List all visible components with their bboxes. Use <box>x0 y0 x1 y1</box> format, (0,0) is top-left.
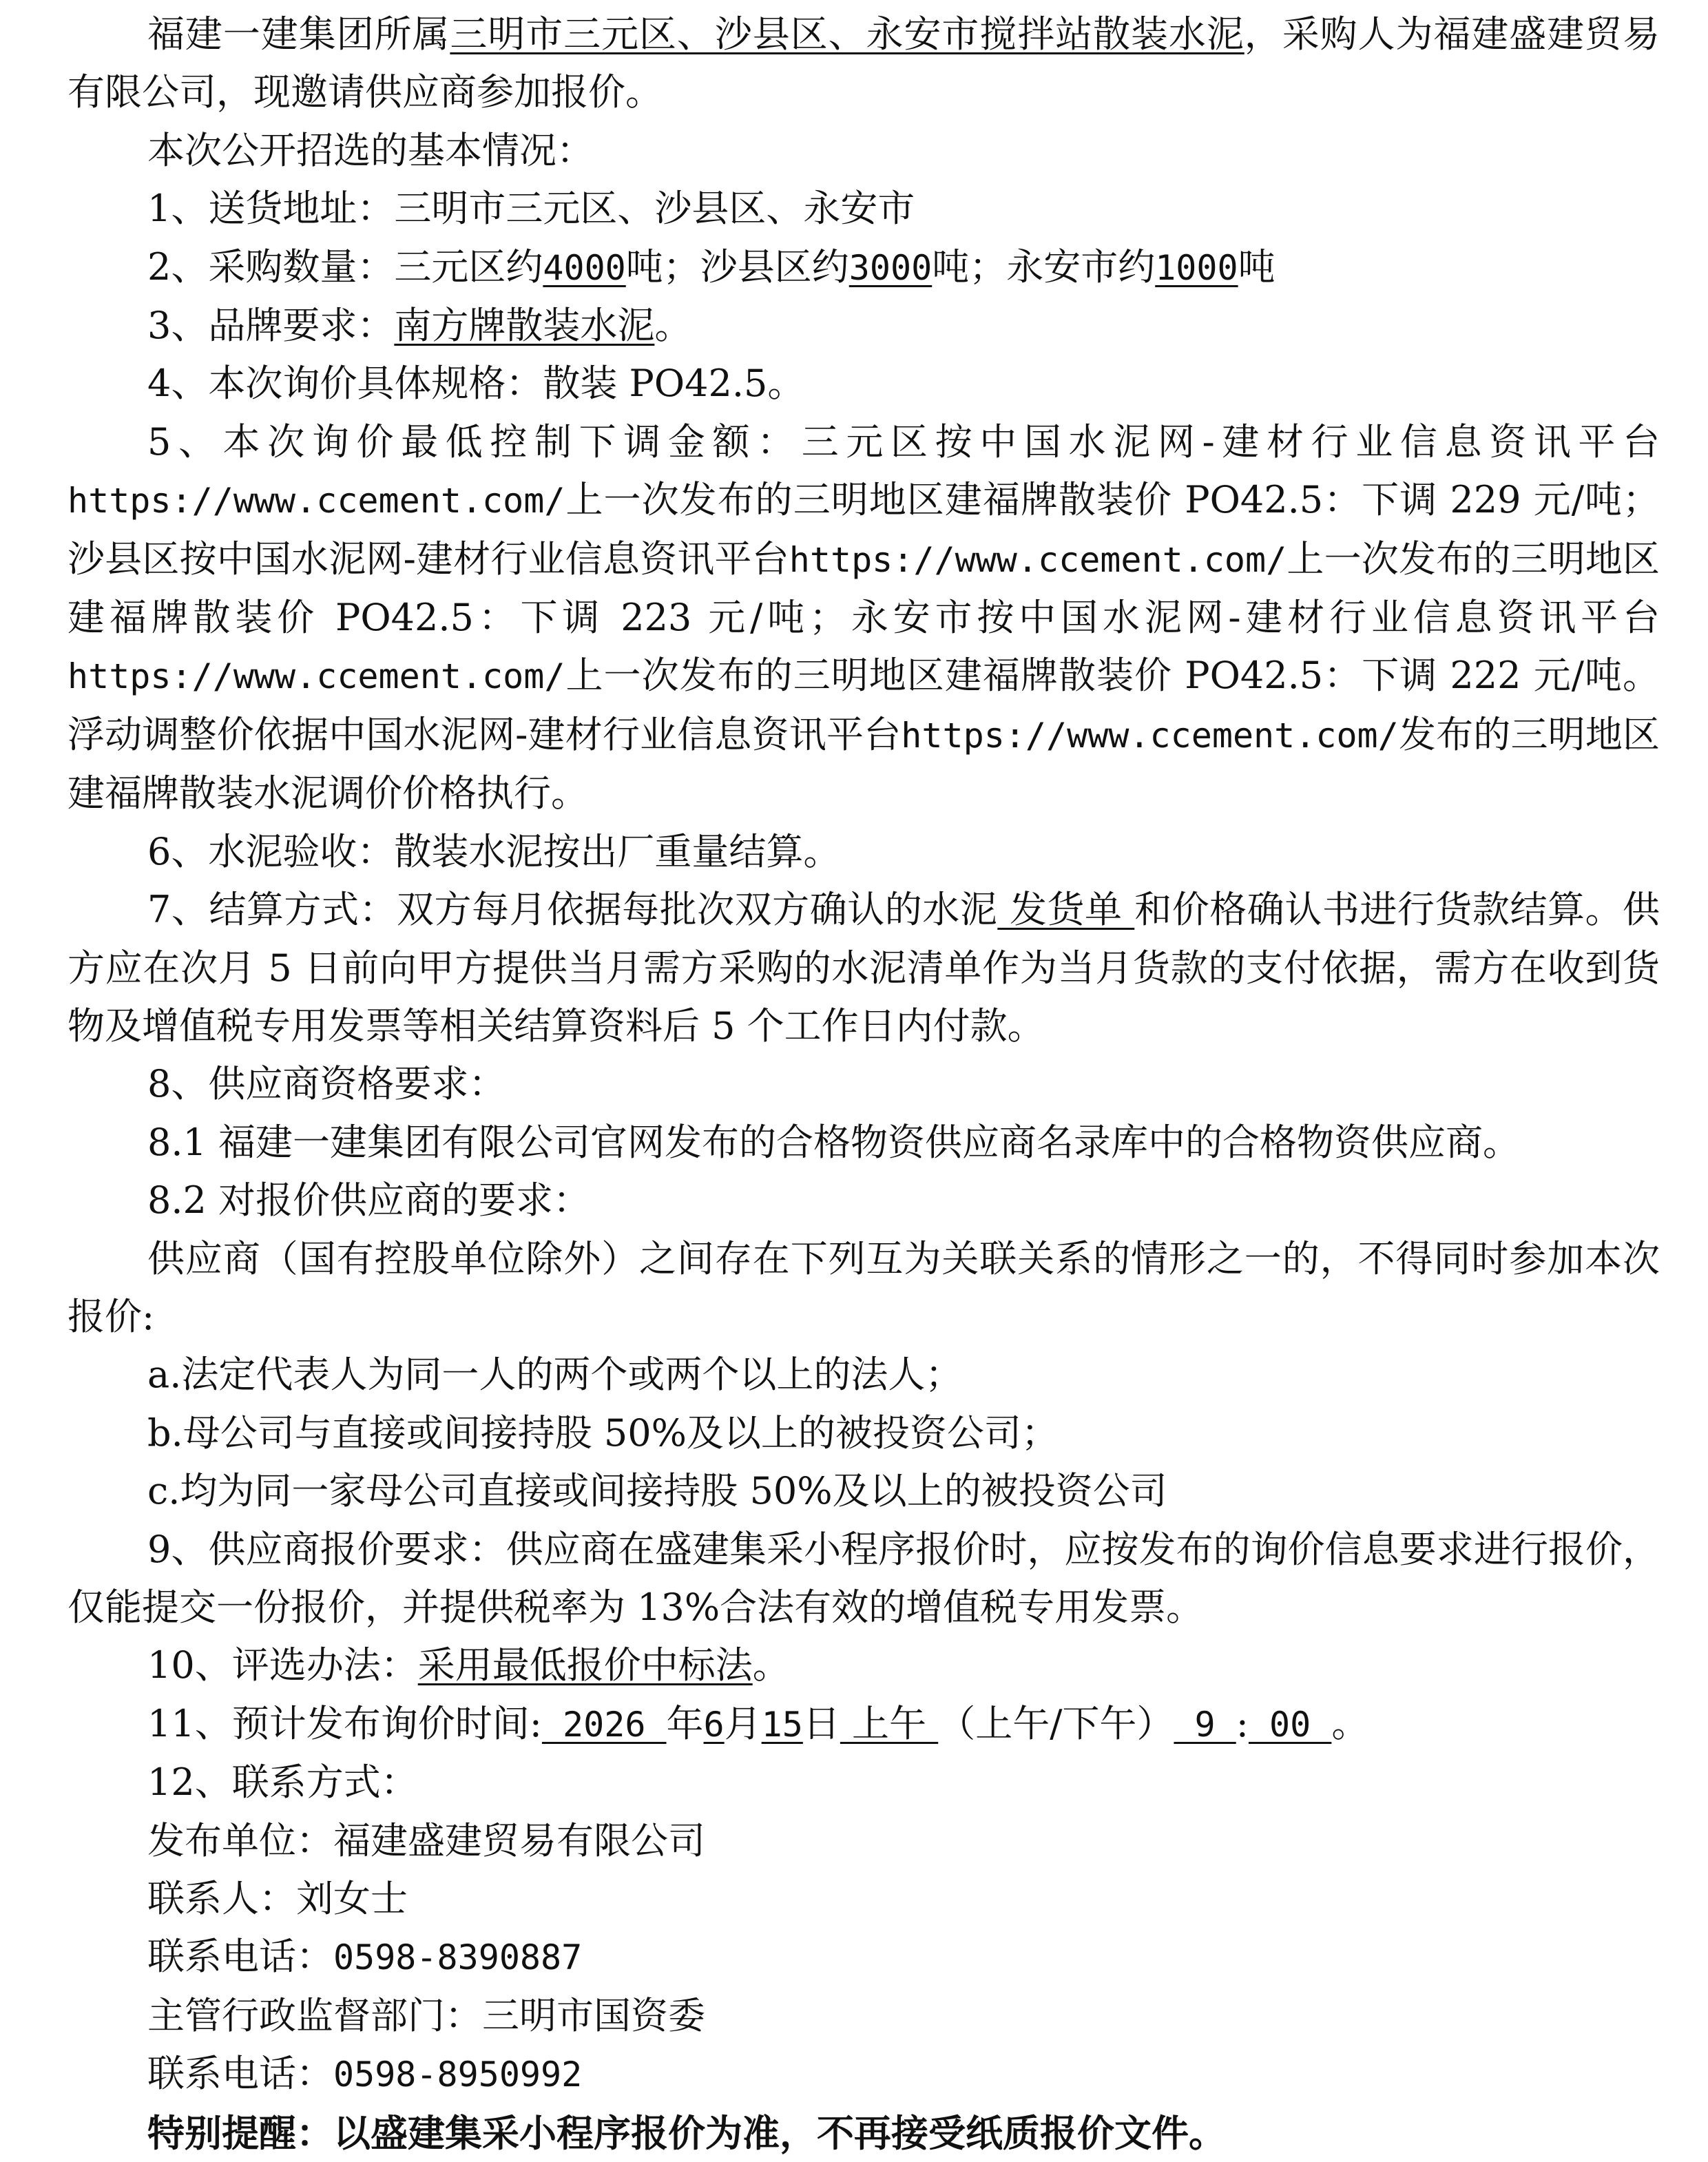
brand-end: 。 <box>654 304 692 348</box>
month-label: 月 <box>724 1701 762 1745</box>
release-hour: 9 <box>1174 1704 1236 1745</box>
phone-2-label: 联系电话： <box>147 2052 333 2096</box>
item-quantity <box>67 238 1660 297</box>
brand-label: 3、品牌要求： <box>147 304 395 348</box>
contact-phone <box>67 1928 1660 1986</box>
item-evaluation <box>67 1636 1660 1694</box>
qualification-case-a: a.法定代表人为同一人的两个或两个以上的法人； <box>147 1353 963 1397</box>
ccement-url-2: https://www.ccement.com/ <box>789 539 1287 580</box>
release-year: 2026 <box>541 1704 667 1745</box>
item-delivery-address: 1、送货地址：三明市三元区、沙县区、永安市 <box>147 187 915 231</box>
quantity-yongan: 1000 <box>1155 247 1238 288</box>
qualification-case-b: b.母公司与直接或间接持股 50%及以上的被投资公司； <box>147 1411 1059 1455</box>
item-brand <box>67 297 1660 355</box>
phone-number: 0598-8390887 <box>333 1937 583 1978</box>
qualification-case-c: c.均为同一家母公司直接或间接持股 50%及以上的被投资公司 <box>147 1469 1167 1513</box>
time-colon: : <box>1236 1701 1249 1745</box>
quantity-label-2: 吨；沙县区约 <box>625 245 849 289</box>
qualification-description: 供应商（国有控股单位除外）之间存在下列互为关联关系的情形之一的，不得同时参加本次报价: <box>67 1236 1660 1338</box>
release-time-label: 11、预计发布询价时间: <box>147 1701 542 1745</box>
quantity-label-4: 吨 <box>1238 245 1275 289</box>
price-text-4: 上一次发布的三明地区建福牌散装价 PO42.5：下调 222 元/吨。浮动调整价依据中国水泥网-建材行业信息资讯平台 <box>67 654 1660 756</box>
ccement-url-4: https://www.ccement.com/ <box>901 715 1399 756</box>
delivery-note: 发货单 <box>997 888 1135 932</box>
quantity-sanyuan: 4000 <box>543 247 626 288</box>
release-month: 6 <box>703 1704 725 1745</box>
brand-value: 南方牌散装水泥 <box>394 304 655 348</box>
notice-document <box>67 6 1660 2162</box>
year-label: 年 <box>666 1701 704 1745</box>
item-acceptance: 6、水泥验收：散装水泥按出厂重量结算。 <box>147 829 841 873</box>
item-qualification-8-1: 8.1 福建一建集团有限公司官网发布的合格物资供应商名录库中的合格物资供应商。 <box>147 1120 1521 1164</box>
evaluation-label: 10、评选办法： <box>147 1643 418 1687</box>
section-heading: 本次公开招选的基本情况： <box>147 128 594 172</box>
evaluation-method: 采用最低报价中标法 <box>417 1643 753 1687</box>
item-qualification-8-2: 8.2 对报价供应商的要求： <box>147 1178 591 1223</box>
contact-phone-2 <box>67 2045 1660 2103</box>
item-price-adjustment <box>67 413 1660 823</box>
release-period: 上午 <box>840 1701 939 1745</box>
evaluation-end: 。 <box>752 1643 790 1687</box>
settlement-text-2: 和价格确认书进行货款结算。供方应在次月 5 日前向甲方提供当月需方采购的水泥清单作为当月货款的支付依据，需方在收到货物及增值税专用发票等相关结算资料后 5 个工作日内付款。 <box>67 888 1660 1048</box>
contact-issuer: 发布单位：福建盛建贸易有限公司 <box>147 1818 705 1862</box>
contact-person: 联系人：刘女士 <box>147 1877 408 1920</box>
project-name: 三明市三元区、沙县区、永安市搅拌站散装水泥 <box>450 12 1244 56</box>
item-release-time <box>67 1695 1660 1754</box>
item-settlement <box>67 881 1660 1055</box>
intro-text-2: ，采购人为福建盛建贸易有限公司，现邀请供应商参加报价。 <box>67 12 1660 114</box>
settlement-text-1: 7、结算方式：双方每月依据每批次双方确认的水泥 <box>147 888 998 932</box>
period-note: （上午/下午） <box>938 1701 1174 1745</box>
ccement-url-1: https://www.ccement.com/ <box>67 481 565 521</box>
special-reminder: 特别提醒：以盛建集采小程序报价为准，不再接受纸质报价文件。 <box>147 2110 1226 2155</box>
release-end: 。 <box>1331 1701 1369 1745</box>
price-text-3: 上一次发布的三明地区建福牌散装价 PO42.5：下调 223 元/吨；永安市按中国水泥网-建材行业信息资讯平台 <box>67 537 1660 640</box>
quantity-shaxian: 3000 <box>848 247 933 288</box>
phone-label: 联系电话： <box>147 1935 333 1979</box>
quantity-label-3: 吨；永安市约 <box>932 245 1156 289</box>
contact-supervisor: 主管行政监督部门：三明市国资委 <box>147 1993 705 2037</box>
price-text-5: 发布的三明地区建福牌散装水泥调价价格执行。 <box>67 712 1660 815</box>
item-contact: 12、联系方式： <box>147 1760 418 1805</box>
phone-number-2: 0598-8950992 <box>333 2055 583 2095</box>
price-text-2: 上一次发布的三明地区建福牌散装价 PO42.5：下调 229 元/吨；沙县区按中国水泥网-建材行业信息资讯平台 <box>67 478 1660 581</box>
item-quote-requirement: 9、供应商报价要求：供应商在盛建集采小程序报价时，应按发布的询价信息要求进行报价，仅能提交一份报价，并提供税率为 13%合法有效的增值税专用发票。 <box>67 1527 1660 1629</box>
release-minute: 00 <box>1248 1704 1332 1745</box>
quantity-label-1: 2、采购数量：三元区约 <box>147 245 543 289</box>
day-label: 日 <box>802 1701 840 1745</box>
price-text-1: 5、本次询价最低控制下调金额：三元区按中国水泥网-建材行业信息资讯平台 <box>147 419 1660 464</box>
item-qualification: 8、供应商资格要求： <box>147 1062 506 1106</box>
release-day: 15 <box>761 1704 803 1745</box>
ccement-url-3: https://www.ccement.com/ <box>67 656 565 697</box>
item-spec: 4、本次询价具体规格：散装 PO42.5。 <box>147 362 805 406</box>
intro-paragraph <box>67 6 1660 122</box>
intro-text-1: 福建一建集团所属 <box>147 12 450 56</box>
